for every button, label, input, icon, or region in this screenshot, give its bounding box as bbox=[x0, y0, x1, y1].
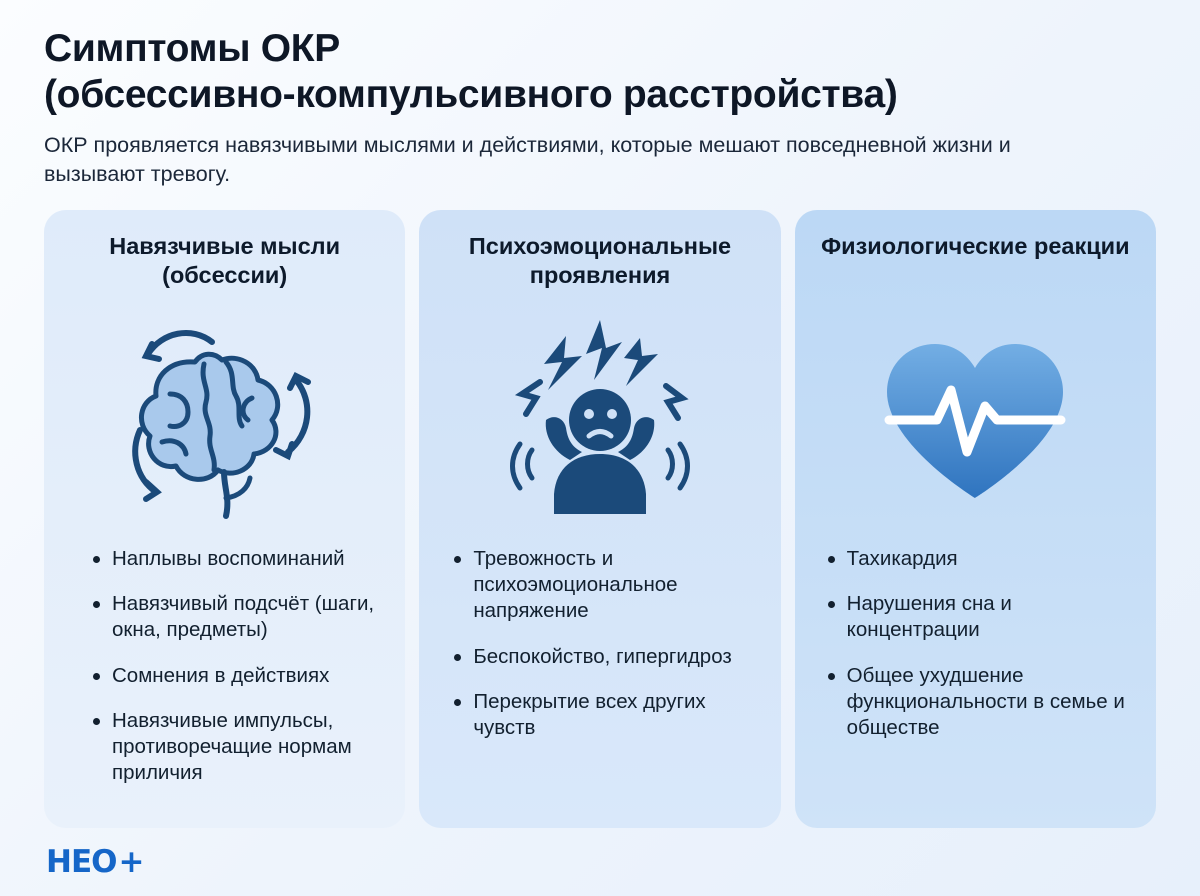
page-subtitle: ОКР проявляется навязчивыми мыслями и действиями, которые мешают повседневной жизни и вызывают тревогу. bbox=[44, 133, 1011, 186]
list-item: Тахикардия bbox=[825, 546, 1138, 572]
card-title-physiological: Физиологические реакции bbox=[821, 233, 1130, 259]
list-item: Тревожность и психоэмоциональное напряжение bbox=[451, 546, 762, 625]
page-title bbox=[44, 26, 1156, 117]
card-illustration-psychoemotional bbox=[437, 292, 762, 542]
card-list-psychoemotional bbox=[437, 546, 762, 741]
list-item: Перекрытие всех других чувств bbox=[451, 689, 762, 741]
list-item: Навязчивый подсчёт (шаги, окна, предметы) bbox=[90, 591, 387, 643]
page-title-line-1: Симптомы ОКР bbox=[44, 27, 340, 70]
card-title-obsessions: Навязчивые мысли (обсессии) bbox=[109, 233, 341, 289]
stressed-person-icon bbox=[470, 302, 730, 532]
brand-logo-text: НЕО bbox=[46, 844, 117, 880]
page-title-line-2: (обсессивно-компульсивного расстройства) bbox=[44, 72, 898, 116]
list-item: Нарушения сна и концентрации bbox=[825, 591, 1138, 643]
card-illustration-obsessions bbox=[62, 292, 387, 542]
heart-pulse-icon bbox=[845, 302, 1105, 532]
list-item: Беспокойство, гипергидроз bbox=[451, 644, 762, 670]
card-obsessions bbox=[44, 210, 405, 828]
card-physiological bbox=[795, 210, 1156, 828]
list-item: Общее ухудшение функциональности в семье и обществе bbox=[825, 663, 1138, 742]
card-illustration-physiological bbox=[813, 292, 1138, 542]
cards-container bbox=[44, 210, 1156, 828]
card-list-obsessions bbox=[62, 546, 387, 787]
card-title-psychoemotional: Психоэмоциональные проявления bbox=[468, 233, 732, 289]
card-list-physiological bbox=[813, 546, 1138, 741]
card-psychoemotional bbox=[419, 210, 780, 828]
brain-icon bbox=[100, 302, 350, 532]
brand-logo bbox=[46, 844, 144, 880]
list-item: Наплывы воспоминаний bbox=[90, 546, 387, 572]
list-item: Навязчивые импульсы, противоречащие нормам приличия bbox=[90, 708, 387, 787]
brand-logo-plus: + bbox=[118, 843, 145, 880]
list-item: Сомнения в действиях bbox=[90, 663, 387, 689]
